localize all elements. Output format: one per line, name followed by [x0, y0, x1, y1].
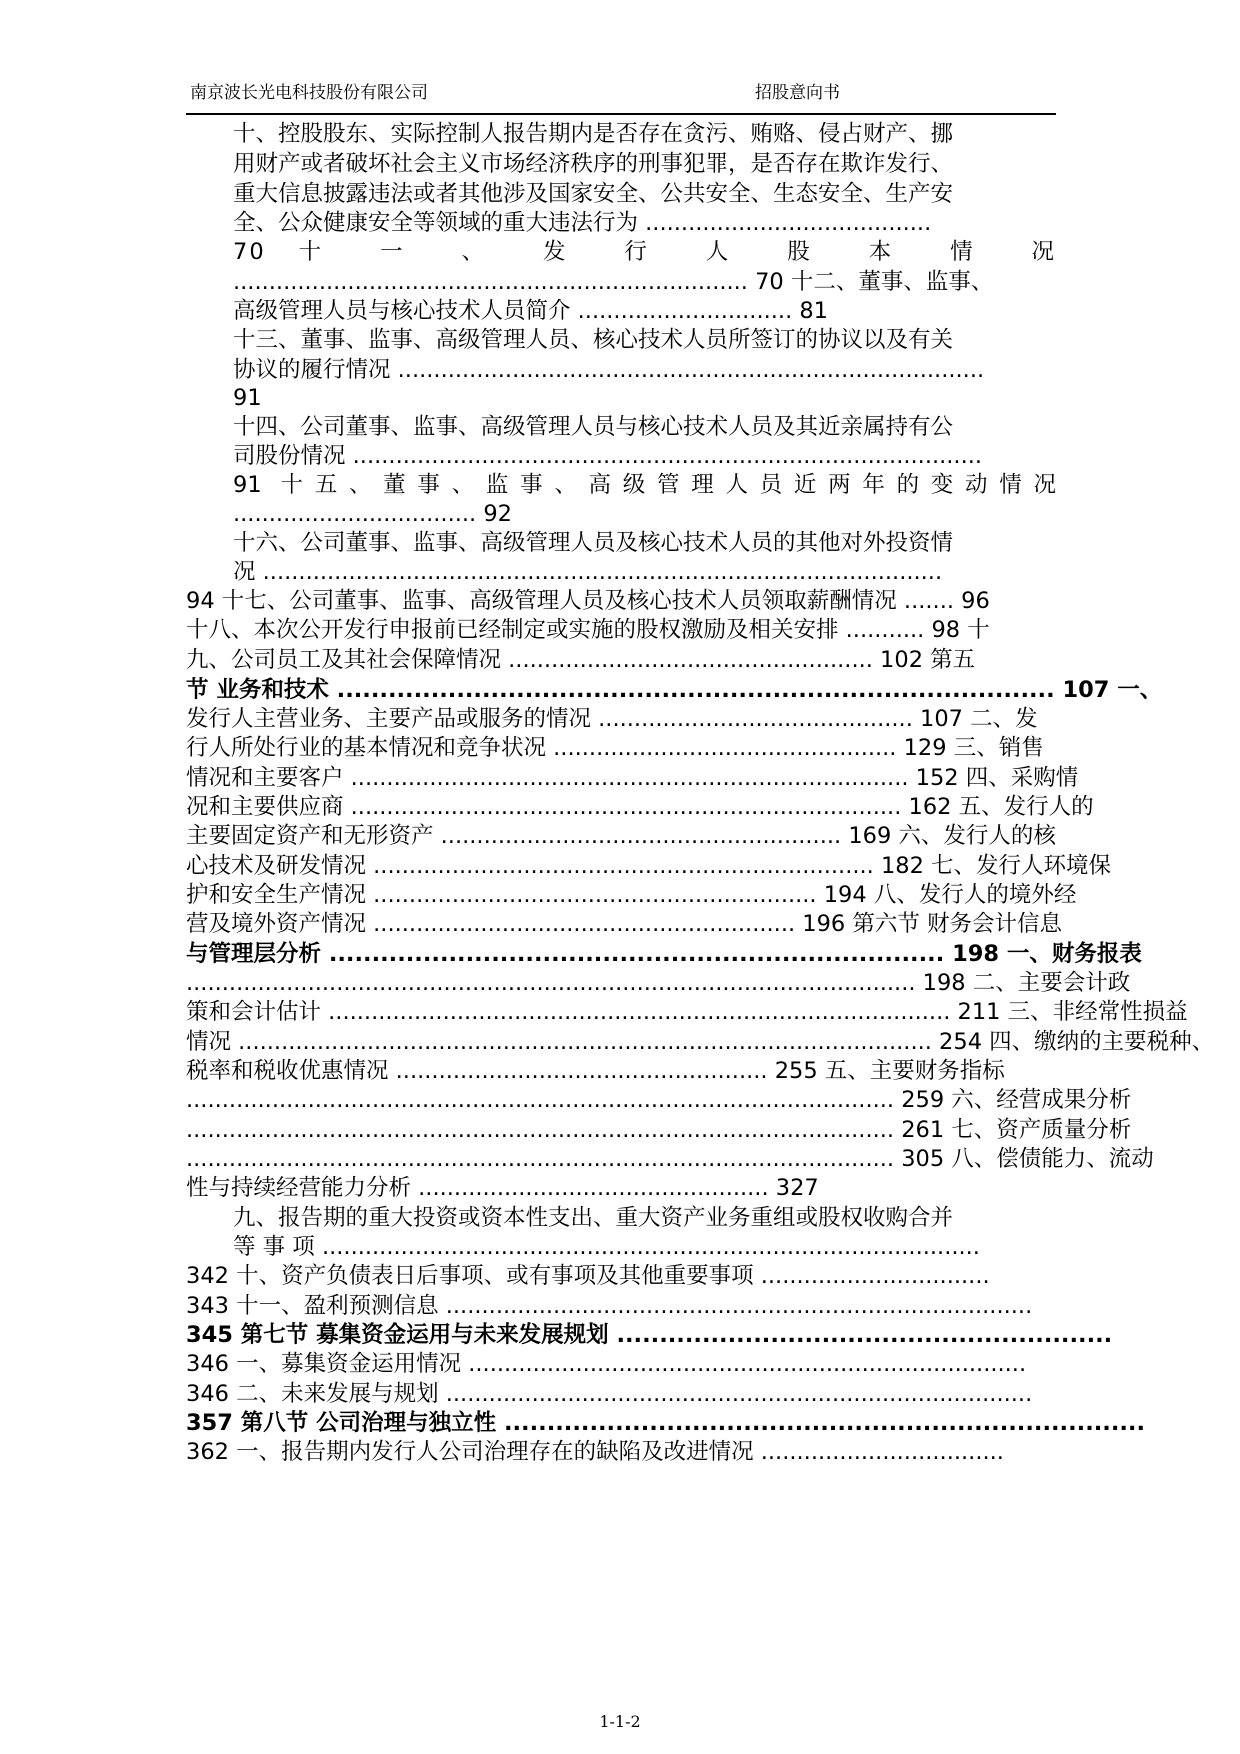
header-company-name: 南京波长光电科技股份有限公司 [190, 83, 428, 103]
toc-line: 营及境外资产情况 ........................................................... 196 第六节 财务会计信息 [186, 911, 1063, 937]
toc-line: ................................................................................................... 261 七、资产质量分析 [186, 1117, 1132, 1143]
toc-line: ................................................................................................... 305 八、偿债能力、流动 [186, 1146, 1154, 1172]
toc-line: 发行人主营业务、主要产品或服务的情况 ............................................ 107 二、发 [186, 706, 1038, 732]
toc-line: 346 二、未来发展与规划 .................................................................................. [186, 1381, 1033, 1407]
toc-line: 况和主要供应商 ............................................................................. 162 五、发行人的 [186, 794, 1094, 820]
toc-line: 九、报告期的重大投资或资本性支出、重大资产业务重组或股权收购合并 [233, 1205, 954, 1231]
toc-line: 十八、本次公开发行申报前已经制定或实施的股权激励及相关安排 ........... 98 十 [186, 617, 990, 643]
toc-line: 十六、公司董事、监事、高级管理人员及核心技术人员的其他对外投资情 [233, 530, 954, 556]
toc-line: 十三、董事、监事、高级管理人员、核心技术人员所签订的协议以及有关 [233, 327, 954, 353]
toc-line: 342 十、资产负债表日后事项、或有事项及其他重要事项 ................................ [186, 1263, 990, 1289]
toc-line: ................................................................................................... 259 六、经营成果分析 [186, 1087, 1132, 1113]
toc-line: 护和安全生产情况 .............................................................. 194 八、发行人的境外经 [186, 882, 1077, 908]
toc-line: 高级管理人员与核心技术人员简介 .............................. 81 [233, 298, 828, 324]
toc-line: 91 [233, 385, 262, 411]
page-number: 1-1-2 [599, 1712, 641, 1731]
toc-line: ........................................................................ 70 十二、董事、监事、 [233, 269, 994, 295]
toc-line: 十四、公司董事、监事、高级管理人员与核心技术人员及其近亲属持有公 [233, 414, 954, 440]
toc-line: 与管理层分析 ........................................................................ 198 一、财务报表 [186, 941, 1142, 967]
header-document-type: 招股意向书 [755, 83, 840, 103]
toc-line: 70 十 一 、 发 行 人 股 本 情 况 [233, 239, 1056, 265]
toc-line: 十、控股股东、实际控制人报告期内是否存在贪污、贿赂、侵占财产、挪 [233, 121, 954, 147]
toc-line: 九、公司员工及其社会保障情况 ................................................... 102 第五 [186, 647, 976, 673]
toc-line: 行人所处行业的基本情况和竞争状况 ................................................ 129 三、销售 [186, 735, 1044, 761]
toc-line: 情况 ................................................................................................. 254 四、缴纳的主要税种、 [186, 1029, 1215, 1055]
toc-line: 346 一、募集资金运用情况 .............................................................................. [186, 1351, 1027, 1377]
toc-line: 协议的履行情况 .................................................................................. [233, 357, 985, 383]
toc-line: 345 第七节 募集资金运用与未来发展规划 .......................................................... [186, 1322, 1113, 1348]
toc-line: 94 十七、公司董事、监事、高级管理人员及核心技术人员领取薪酬情况 ....... 96 [186, 588, 990, 614]
toc-line: 用财产或者破坏社会主义市场经济秩序的刑事犯罪，是否存在欺诈发行、 [233, 151, 954, 177]
toc-line: .................................. 92 [233, 501, 512, 527]
toc-line: 节 业务和技术 .................................................................................... 107 一、 [186, 677, 1163, 703]
toc-line: 357 第八节 公司治理与独立性 ........................................................................... [186, 1410, 1146, 1436]
toc-line: 性与持续经营能力分析 ................................................. 327 [186, 1175, 819, 1201]
toc-line: 全、公众健康安全等领域的重大违法行为 ........................................ [233, 210, 932, 236]
toc-line: 司股份情况 ........................................................................................ [233, 443, 983, 469]
header-rule [186, 113, 1056, 115]
toc-line: 情况和主要客户 .............................................................................. 152 四、采购情 [186, 765, 1079, 791]
toc-line: 91 十五、董事、监事、高级管理人员近两年的变动情况 [233, 472, 1056, 498]
toc-line: 心技术及研发情况 ...................................................................... 182 七、发行人环境保 [186, 853, 1112, 879]
toc-line: 343 十一、盈利预测信息 .................................................................................. [186, 1293, 1033, 1319]
toc-line: 362 一、报告期内发行人公司治理存在的缺陷及改进情况 .................................. [186, 1439, 1004, 1465]
toc-line: ...................................................................................................... 198 二、主要会计政 [186, 970, 1131, 996]
toc-line: 重大信息披露违法或者其他涉及国家安全、公共安全、生态安全、生产安 [233, 181, 954, 207]
toc-line: 主要固定资产和无形资产 ........................................................ 169 六、发行人的核 [186, 823, 1056, 849]
toc-line: 等 事 项 ............................................................................................ [233, 1234, 980, 1260]
toc-line: 税率和税收优惠情况 .................................................... 255 五、主要财务指标 [186, 1058, 1005, 1084]
toc-line: 策和会计估计 ....................................................................................... 211 三、非经常性损益 [186, 999, 1188, 1025]
toc-line: 况 ............................................................................................... [233, 559, 943, 585]
